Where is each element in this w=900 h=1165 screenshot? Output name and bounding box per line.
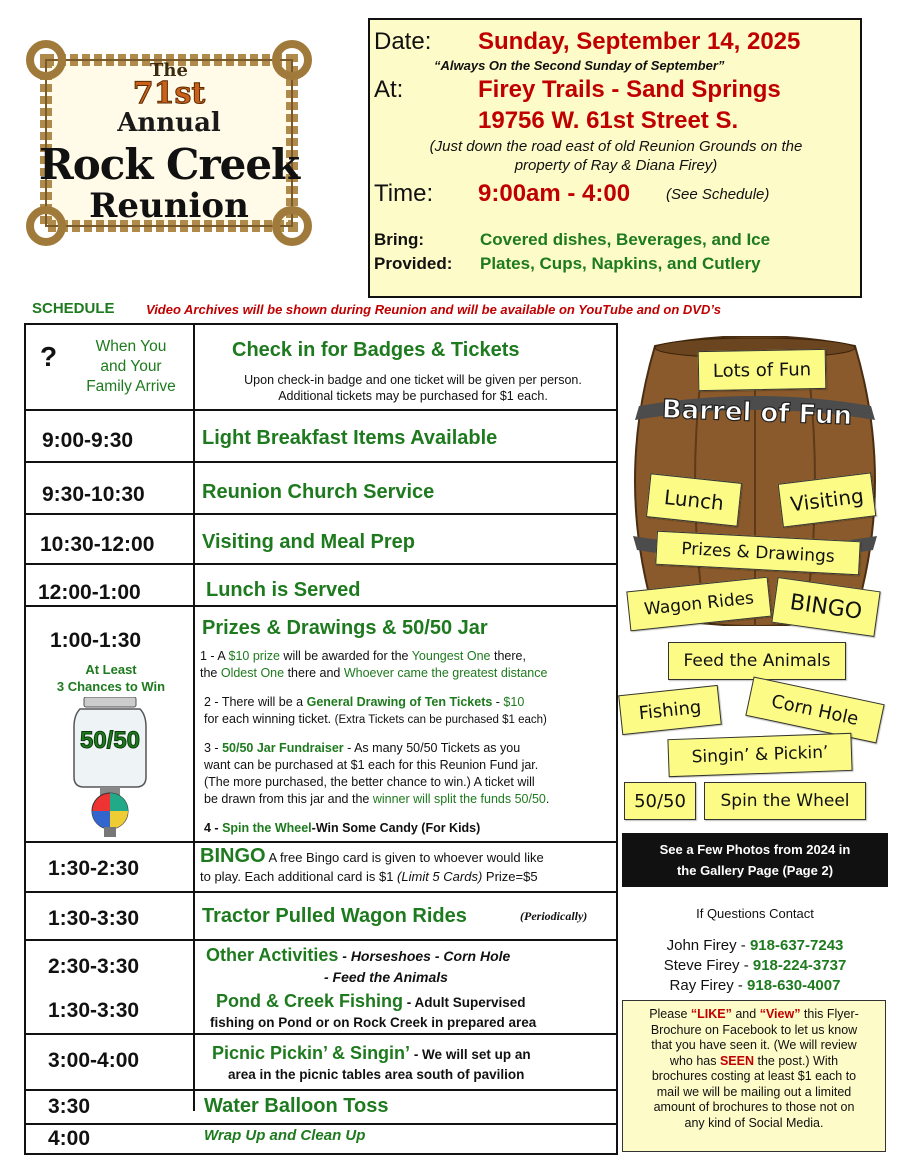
chances-note [36,661,186,695]
facebook-note-box [622,1000,886,1152]
fb-line8: any kind of Social Media. [684,1115,824,1130]
row-time: 3:30 [48,1095,91,1118]
prize-item-2: 2 - There will be a General Drawing of Ten Tickets - $10 [204,695,525,709]
table-row [26,1091,616,1125]
photos-line1: See a Few Photos from 2024 in [659,842,851,857]
jar-and-wheel-icon [70,697,150,837]
event-address: 19756 W. 61st Street S. [478,107,739,134]
wagon-note: (Periodically) [520,909,588,923]
fb-line1: Please “LIKE” and “View” this Flyer- [649,1007,859,1021]
contact-list [622,936,888,996]
fb-line4: who has SEEN the post.) With [669,1053,839,1068]
prize-item-1: 1 - A $10 prize will be awarded for the Youngest One there, [200,649,526,663]
fb-line7: amount of brochures to those not on [653,1100,855,1114]
table-row [26,607,616,843]
fb-line5: brochures costing at least $1 each to [651,1069,857,1083]
location-label: At: [374,76,404,103]
prize-item-1-cont: the Oldest One there and Whoever came the greatest distance [200,666,548,680]
prize-item-3-line3: (The more purchased, the better chance to win.) A ticket will [204,775,535,789]
fb-line3: that you have seen it. (We will review [651,1038,857,1052]
prize-item-3-line2: want can be purchased at $1 each for this Reunion Fund jar. [204,758,539,772]
row-event: Water Balloon Toss [204,1095,389,1117]
location-note-line2: property of Ray & Diana Firey) [514,157,718,174]
other-activities-line1: Other Activities - Horseshoes - Corn Hole [206,945,511,965]
prize-item-2-cont: for each winning ticket. (Extra Tickets can be purchased $1 each) [204,712,547,726]
date-label: Date: [374,28,432,55]
photos-line2: the Gallery Page (Page 2) [676,863,834,878]
checkin-desc-line1: Upon check-in badge and one ticket will be given per person. [244,373,582,387]
activity-note: Wagon Rides [626,577,771,632]
table-row [26,843,616,893]
provided-value: Plates, Cups, Napkins, and Cutlery [480,254,761,273]
barrel-title: Barrel of Fun [661,394,853,432]
table-row [26,463,616,515]
time-label: Time: [374,180,434,207]
contact-item: John Firey - 918-637-7243 [666,937,844,954]
activity-note: 50/50 [624,782,696,820]
row-time: 4:00 [48,1127,91,1150]
prize-item-4: 4 - Spin the Wheel-Win Some Candy (For Kids) [204,821,481,835]
row-time: 2:30-3:30 [48,955,140,978]
logo-name-line1: Rock Creek [38,140,300,189]
bring-label: Bring: [374,230,425,249]
table-row [26,941,616,1035]
activity-note: Corn Hole [745,677,884,744]
table-row [26,565,616,607]
row-event: Wrap Up and Clean Up [204,1127,366,1144]
contact-item: Ray Firey - 918-630-4007 [669,977,841,994]
table-row [26,325,616,411]
row-time: 12:00-1:00 [38,581,141,604]
activity-note: Feed the Animals [668,642,846,680]
event-time: 9:00am - 4:00 [478,180,631,207]
time-note: (See Schedule) [666,186,770,203]
row-time: 9:30-10:30 [42,483,145,506]
prizes-title: Prizes & Drawings & 50/50 Jar [202,617,488,639]
table-row [26,893,616,941]
checkin-desc-line2: Additional tickets may be purchased for $1 each. [278,389,548,403]
activity-note: Prizes & Drawings [655,531,860,576]
row-event: Tractor Pulled Wagon Rides [202,905,467,927]
checkin-when-line2: and Your [100,358,162,375]
video-archive-note: Video Archives will be shown during Reunion and will be available on YouTube and on DVD’s [146,302,721,317]
fb-line6: mail we will be mailing out a limited [656,1084,852,1099]
row-time: 3:00-4:00 [48,1049,140,1072]
logo-the: The [150,60,188,81]
reunion-logo [24,38,314,248]
checkin-when [76,337,186,397]
row-event: Visiting and Meal Prep [202,531,416,553]
activity-note: Lunch [646,473,742,526]
logo-name-line2: Reunion [89,186,249,226]
activity-note: Singin’ & Pickin’ [667,733,852,777]
provided-label: Provided: [374,254,453,273]
other-activities-line2: - Feed the Animals [324,969,448,985]
date-note: “Always On the Second Sunday of September” [434,58,725,73]
bingo-line1: BINGO A free Bingo card is given to whoever would like [200,845,544,867]
activity-note: Visiting [778,472,877,527]
checkin-when-line1: When You [95,338,167,355]
schedule-heading: SCHEDULE [32,300,115,317]
row-time: 10:30-12:00 [40,533,155,556]
event-date: Sunday, September 14, 2025 [478,28,801,55]
row-time: 1:30-3:30 [48,999,140,1022]
prize-item-3-line4: be drawn from this jar and the winner will split the funds 50/50. [204,792,550,806]
bring-value: Covered dishes, Beverages, and Ice [480,230,771,249]
pond-line1: Pond & Creek Fishing - Adult Supervised [216,991,526,1011]
question-mark-icon: ? [40,341,58,372]
event-place: Firey Trails - Sand Springs [478,76,781,103]
photos-banner[interactable] [622,833,888,887]
logo-number: 71st [132,76,206,111]
jar-label: 50/50 [79,727,141,754]
row-event: Lunch is Served [206,579,361,601]
table-row [26,1125,616,1155]
activity-note: Spin the Wheel [704,782,866,820]
table-row [26,515,616,565]
activity-note: BINGO [771,577,880,637]
picnic-line2: area in the picnic tables area south of pavilion [228,1067,525,1082]
checkin-when-line3: Family Arrive [86,378,176,395]
prize-item-3: 3 - 50/50 Jar Fundraiser - As many 50/50 Tickets as you [204,741,521,755]
pond-line2: fishing on Pond or on Rock Creek in prepared area [210,1015,537,1030]
bingo-line2: to play. Each additional card is $1 (Limit 5 Cards) Prize=$5 [200,869,538,884]
location-note-line1: (Just down the road east of old Reunion Grounds on the [429,138,803,155]
row-time: 9:00-9:30 [42,429,134,452]
logo-annual: Annual [117,108,221,138]
table-row [26,1035,616,1091]
event-info-box [368,18,862,298]
contact-heading: If Questions Contact [696,906,814,921]
fb-line2: Brochure on Facebook to let us know [650,1022,858,1037]
picnic-line1: Picnic Pickin’ & Singin’ - We will set up an [212,1043,531,1063]
checkin-title: Check in for Badges & Tickets [232,339,520,361]
row-event: Reunion Church Service [202,481,435,503]
schedule-table [24,323,618,1155]
table-row [26,411,616,463]
chances-line2: 3 Chances to Win [56,679,166,694]
row-time: 1:30-2:30 [48,857,140,880]
chances-line1: At Least [85,662,137,677]
row-time: 1:30-3:30 [48,907,140,930]
activity-note: Fishing [618,685,722,735]
row-time: 1:00-1:30 [50,629,142,652]
row-event: Light Breakfast Items Available [202,427,498,449]
contact-item: Steve Firey - 918-224-3737 [663,957,847,974]
activity-note: Lots of Fun [698,349,827,391]
